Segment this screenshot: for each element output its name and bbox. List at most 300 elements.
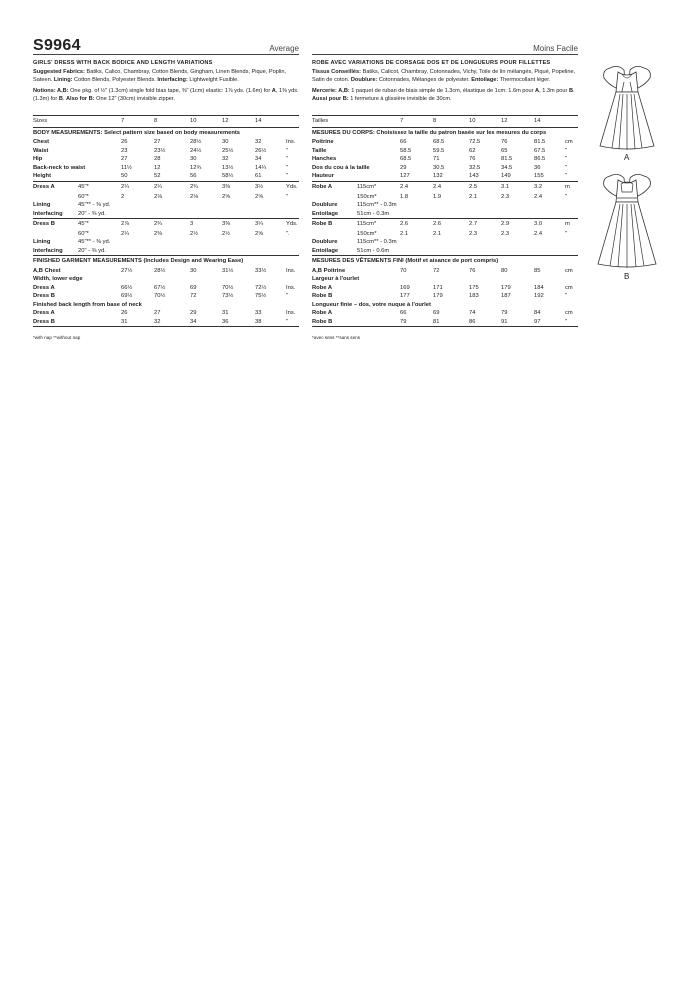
table-cell: 2.7 — [469, 221, 478, 228]
table-cell: 2⅞ — [121, 221, 130, 228]
lining-row — [33, 201, 299, 210]
fabric-width: 150cm* — [357, 230, 377, 237]
unit-cell: " — [286, 164, 289, 171]
table-cell: 52 — [154, 173, 161, 180]
table-cell: 56 — [190, 173, 197, 180]
table-cell: 72 — [190, 293, 197, 300]
size-header: 8 — [154, 118, 158, 124]
table-cell: 68.5 — [433, 139, 445, 146]
unit-cell: m — [565, 221, 570, 228]
unit-cell: " — [286, 318, 289, 325]
table-cell: 32 — [154, 318, 161, 325]
body-measurements-title-row — [312, 127, 578, 139]
dress-a-drawing — [588, 62, 666, 154]
table-cell: 26 — [121, 139, 128, 146]
table-cell: 2¼ — [154, 183, 163, 190]
size-header: 7 — [400, 118, 404, 124]
table-cell: 2⅝ — [255, 230, 264, 237]
unit-cell: " — [565, 164, 568, 171]
row-label: A,B Poitrine — [312, 267, 346, 274]
pattern-number: S9964 — [33, 37, 81, 54]
table-cell: 86.5 — [534, 156, 546, 163]
size-header: 7 — [121, 118, 125, 124]
row-label: Taille — [312, 147, 327, 154]
table-cell: 51cm - 0.3m — [357, 210, 390, 217]
fabric-width: 60"* — [78, 230, 89, 237]
table-cell: 2.4 — [534, 230, 543, 237]
table-cell: 192 — [534, 293, 544, 300]
row-label: Lining — [33, 239, 51, 246]
interfacing-row — [312, 210, 578, 219]
body-measurement-row — [312, 155, 578, 164]
table-cell: 58.5 — [400, 147, 412, 154]
table-cell: 73½ — [222, 293, 234, 300]
finished-chest-row — [33, 267, 299, 276]
table-cell: 30.5 — [433, 164, 445, 171]
table-cell: 179 — [433, 293, 443, 300]
table-cell: 177 — [400, 293, 410, 300]
table-cell: 76 — [501, 139, 508, 146]
table-cell: 12¾ — [190, 164, 202, 171]
unit-cell: " — [286, 173, 289, 180]
length-label-row — [33, 301, 299, 310]
table-cell: 2¾ — [154, 221, 163, 228]
unit-cell: Ins. — [286, 139, 296, 146]
lining-row — [312, 238, 578, 247]
body-measurement-row — [33, 172, 299, 181]
table-cell: 175 — [469, 284, 479, 291]
table-cell: 86 — [469, 318, 476, 325]
table-cell: 2⅛ — [154, 193, 163, 200]
size-header: 10 — [469, 118, 476, 124]
table-cell: 36 — [222, 318, 229, 325]
body-measurement-row — [312, 164, 578, 173]
body-measurements-title-row — [33, 127, 299, 139]
unit-cell: m — [565, 183, 570, 190]
fabric-width: 115cm* — [357, 183, 377, 190]
pattern-title: GIRLS' DRESS WITH BACK BODICE AND LENGTH VARIATIONS — [33, 60, 213, 66]
french-column — [312, 40, 578, 340]
table-cell: 2¼ — [121, 183, 130, 190]
table-cell: 38 — [255, 318, 262, 325]
table-cell: 34 — [190, 318, 197, 325]
table-cell: 31 — [121, 318, 128, 325]
row-label: Robe A — [312, 310, 333, 317]
fabric-width: 60"* — [78, 193, 89, 200]
yardage-row — [33, 230, 299, 239]
table-cell: 23 — [121, 147, 128, 154]
table-cell: 115cm** - 0.3m — [357, 202, 397, 209]
table-cell: 3.1 — [501, 183, 510, 190]
table-cell: 74 — [469, 310, 476, 317]
yardage-row — [312, 181, 578, 193]
unit-cell: Ins. — [286, 284, 296, 291]
table-cell: 75½ — [255, 293, 267, 300]
table-cell: 3⅜ — [222, 221, 231, 228]
finished-measurements-title-row — [312, 255, 578, 267]
notions-paragraph: Notions: A,B: One pkg. of ½" (1.3cm) single fold bias tape, ⅜" (1cm) elastic: 1⅞ yds. (1.6m) for A, 1⅜ yds. (1.3m) for B. Also for B: One 12" (30cm) invisible zipper. — [33, 88, 299, 102]
table-cell: 32 — [222, 156, 229, 163]
unit-cell: cm — [565, 284, 573, 291]
table-cell: 187 — [501, 293, 511, 300]
table-cell: 79 — [501, 310, 508, 317]
yardage-row — [312, 230, 578, 239]
width-row — [312, 292, 578, 301]
body-measurement-row — [312, 138, 578, 147]
row-label: Robe B — [312, 318, 333, 325]
length-label-row — [312, 301, 578, 310]
interfacing-row — [312, 247, 578, 256]
table-bottom-rule — [312, 326, 578, 327]
table-cell: 30 — [190, 267, 197, 274]
unit-cell: " — [286, 156, 289, 163]
unit-cell: Yds. — [286, 183, 298, 190]
dress-b-illustration — [588, 170, 666, 278]
table-cell: 32.5 — [469, 164, 481, 171]
row-label: Lining — [33, 202, 51, 209]
table-cell: 3.0 — [534, 221, 543, 228]
table-cell: 58½ — [222, 173, 234, 180]
table-cell: 2.6 — [400, 221, 409, 228]
table-cell: 81.5 — [534, 139, 546, 146]
body-measurement-row — [33, 147, 299, 156]
unit-cell: " — [286, 193, 289, 200]
table-cell: 91 — [501, 318, 508, 325]
width-row — [33, 284, 299, 293]
section-title: MESURES DU CORPS: Choisissez la taille du patron basée sur les mesures du corps — [312, 129, 547, 136]
size-header: 14 — [255, 118, 262, 124]
row-label: Hip — [33, 156, 43, 163]
unit-cell: Ins. — [286, 267, 296, 274]
unit-cell: " — [286, 147, 289, 154]
table-cell: 72.5 — [469, 139, 481, 146]
lining-row — [312, 201, 578, 210]
section-title: FINISHED GARMENT MEASUREMENTS (Includes Design and Wearing Ease) — [33, 258, 244, 265]
table-cell: 2.4 — [400, 183, 409, 190]
table-cell: 2.4 — [433, 183, 442, 190]
lining-row — [33, 238, 299, 247]
table-cell: 171 — [433, 284, 443, 291]
header-row — [33, 37, 299, 55]
table-cell: 70½ — [222, 284, 234, 291]
row-label: Longueur finie – dos, votre nuque à l'ourlet — [312, 301, 431, 308]
fabrics-paragraph: Suggested Fabrics: Batiks, Calico, Chambray, Cotton Blends, Gingham, Linen Blends, Pique, Poplin, Sateen. Lining: Cotton Blends, Polyester Blends. Interfacing: Lightweight Fusible. — [33, 69, 286, 83]
unit-cell: cm — [565, 139, 573, 146]
row-label: Hauteur — [312, 173, 334, 180]
unit-cell: " — [565, 293, 568, 300]
table-cell: 1.9 — [433, 193, 442, 200]
table-cell: 31½ — [222, 267, 234, 274]
table-cell: 169 — [400, 284, 410, 291]
footnote: *avec sens **sans sens — [312, 335, 361, 341]
table-cell: 45"** - ⅜ yd. — [78, 239, 111, 246]
table-cell: 34.5 — [501, 164, 513, 171]
table-cell: 2.3 — [501, 230, 510, 237]
interfacing-row — [33, 210, 299, 219]
table-cell: 26 — [121, 310, 128, 317]
finished-measurements-title-row — [33, 255, 299, 267]
length-row — [33, 309, 299, 318]
row-label: Poitrine — [312, 139, 334, 146]
table-bottom-rule — [33, 326, 299, 327]
length-row — [312, 309, 578, 318]
row-label: Interfacing — [33, 210, 63, 217]
row-label: Dress B — [33, 221, 55, 228]
table-cell: 33 — [255, 310, 262, 317]
table-cell: 3½ — [255, 183, 264, 190]
table-cell: 66 — [400, 139, 407, 146]
table-cell: 183 — [469, 293, 479, 300]
table-cell: 36 — [534, 164, 541, 171]
unit-cell: " — [286, 293, 289, 300]
table-cell: 34 — [255, 156, 262, 163]
table-cell: 72½ — [255, 284, 267, 291]
width-label-row — [312, 275, 578, 284]
table-cell: 14¼ — [255, 164, 267, 171]
dress-a-illustration — [588, 62, 666, 162]
row-label: Back-neck to waist — [33, 164, 86, 171]
row-label: Dos du cou à la taille — [312, 164, 370, 171]
table-cell: 2¾ — [190, 183, 199, 190]
table-cell: 27 — [121, 156, 128, 163]
section-title: MESURES DES VÊTEMENTS FINI (Motif et aisance de port compris) — [312, 258, 499, 265]
size-header: 12 — [501, 118, 508, 124]
table-cell: 81.5 — [501, 156, 513, 163]
fabrics-paragraph: Tissus Conseillés: Batiks, Calicot, Chambray, Cotonnades, Vichy, Toile de lin mélangés, Piqué, Popeline, Satin de coton. Doublure: Cotonnades, Mélanges de polyester. Entoilage: Thermocollant léger. — [312, 69, 576, 83]
length-row — [33, 318, 299, 327]
measurement-table — [312, 115, 578, 327]
unit-cell: Ins. — [286, 310, 296, 317]
unit-cell: " — [565, 156, 568, 163]
table-cell: 30 — [190, 156, 197, 163]
table-cell: 76 — [469, 267, 476, 274]
table-cell: 2⅝ — [255, 193, 264, 200]
table-cell: 31 — [222, 310, 229, 317]
table-cell: 79 — [400, 318, 407, 325]
table-cell: 76 — [469, 156, 476, 163]
table-cell: 143 — [469, 173, 479, 180]
table-cell: 179 — [501, 284, 511, 291]
table-cell: 2½ — [222, 230, 231, 237]
row-label: Dress A — [33, 284, 55, 291]
table-cell: 29 — [190, 310, 197, 317]
table-cell: 2.1 — [433, 230, 442, 237]
sizes-label: Sizes — [33, 118, 48, 124]
table-cell: 32 — [255, 139, 262, 146]
row-label: Robe B — [312, 293, 333, 300]
table-cell: 2½ — [190, 230, 199, 237]
unit-cell: cm — [565, 310, 573, 317]
row-label: Largeur à l'ourlet — [312, 276, 360, 283]
unit-cell: Yds. — [286, 221, 298, 228]
english-column — [33, 37, 299, 341]
section-title: BODY MEASUREMENTS: Select pattern size based on body measurements — [33, 129, 241, 136]
table-cell: 59.5 — [433, 147, 445, 154]
row-label: A,B Chest — [33, 267, 61, 274]
table-cell: 97 — [534, 318, 541, 325]
row-label: Doublure — [312, 202, 338, 209]
unit-cell: " — [565, 147, 568, 154]
size-header: 10 — [190, 118, 197, 124]
table-cell: 45"** - ⅜ yd. — [78, 202, 111, 209]
table-cell: 51cm - 0.6m — [357, 247, 390, 254]
table-cell: 69½ — [121, 293, 133, 300]
yardage-row — [33, 193, 299, 202]
table-cell: 2⅝ — [222, 193, 231, 200]
table-cell: 24½ — [190, 147, 202, 154]
dress-a-label: A — [624, 153, 630, 162]
pattern-title: ROBE AVEC VARIATIONS DE CORSAGE DOS ET DE LONGUEURS POUR FILLETTES — [312, 60, 551, 66]
table-cell: 70½ — [154, 293, 166, 300]
table-cell: 2⅜ — [154, 230, 163, 237]
table-cell: 68.5 — [400, 156, 412, 163]
table-cell: 3¼ — [255, 221, 264, 228]
table-cell: 69 — [433, 310, 440, 317]
size-header: 12 — [222, 118, 229, 124]
table-cell: 27 — [154, 310, 161, 317]
table-cell: 25½ — [222, 147, 234, 154]
table-cell: 2.1 — [469, 193, 478, 200]
sizes-label: Tailles — [312, 118, 329, 124]
table-cell: 66½ — [121, 284, 133, 291]
yardage-row — [312, 193, 578, 202]
table-cell: 28½ — [190, 139, 202, 146]
row-label: Chest — [33, 139, 50, 146]
interfacing-row — [33, 247, 299, 256]
unit-cell: ". — [286, 230, 290, 237]
table-cell: 84 — [534, 310, 541, 317]
table-cell: 2¼ — [121, 230, 130, 237]
table-cell: 2 — [121, 193, 125, 200]
width-row — [312, 284, 578, 293]
size-header: 8 — [433, 118, 437, 124]
row-label: Entoilage — [312, 210, 339, 217]
table-cell: 20" - ⅜ yd. — [78, 247, 106, 254]
table-cell: 2.4 — [534, 193, 543, 200]
row-label: Robe A — [312, 284, 333, 291]
difficulty-label: Moins Facile — [533, 44, 578, 53]
table-cell: 28½ — [154, 267, 166, 274]
fabric-width: 115cm* — [357, 221, 377, 228]
table-cell: 132 — [433, 173, 443, 180]
dress-b-label: B — [624, 272, 630, 281]
row-label: Waist — [33, 147, 49, 154]
dress-b-drawing — [588, 170, 666, 270]
table-cell: 80 — [501, 267, 508, 274]
length-row — [312, 318, 578, 327]
table-cell: 69 — [190, 284, 197, 291]
table-cell: 149 — [501, 173, 511, 180]
unit-cell: " — [565, 230, 568, 237]
header-row — [312, 40, 578, 55]
unit-cell: " — [565, 193, 568, 200]
row-label: Hanches — [312, 156, 337, 163]
row-label: Dress A — [33, 183, 55, 190]
table-cell: 62 — [469, 147, 476, 154]
yardage-row — [33, 181, 299, 193]
table-cell: 27 — [154, 139, 161, 146]
unit-cell: " — [565, 318, 568, 325]
row-label: Dress A — [33, 310, 55, 317]
measurement-table — [33, 115, 299, 327]
row-label: Dress B — [33, 318, 55, 325]
width-label-row — [33, 275, 299, 284]
table-cell: 2.6 — [433, 221, 442, 228]
table-cell: 2.1 — [400, 230, 409, 237]
row-label: Width, lower edge — [33, 276, 83, 283]
table-cell: 3⅜ — [222, 183, 231, 190]
sizes-row — [312, 116, 578, 127]
yardage-row — [33, 218, 299, 230]
table-cell: 11½ — [121, 164, 132, 171]
table-cell: 155 — [534, 173, 544, 180]
fabric-width: 45"* — [78, 221, 89, 228]
row-label: Doublure — [312, 239, 338, 246]
fabric-width: 45"* — [78, 183, 89, 190]
table-cell: 29 — [400, 164, 407, 171]
table-cell: 20" - ⅜ yd. — [78, 210, 106, 217]
footnote: *with nap **without nap — [33, 335, 81, 341]
table-cell: 72 — [433, 267, 440, 274]
table-cell: 27½ — [121, 267, 133, 274]
body-measurement-row — [33, 155, 299, 164]
table-cell: 23½ — [154, 147, 166, 154]
table-cell: 2.3 — [501, 193, 510, 200]
table-cell: 66 — [400, 310, 407, 317]
table-cell: 2⅛ — [190, 193, 199, 200]
table-cell: 12 — [154, 164, 161, 171]
row-label: Robe B — [312, 221, 333, 228]
sizes-row — [33, 116, 299, 127]
body-measurement-row — [33, 164, 299, 173]
table-cell: 2.5 — [469, 183, 478, 190]
table-cell: 13½ — [222, 164, 234, 171]
row-label: Finished back length from base of neck — [33, 301, 142, 308]
finished-chest-row — [312, 267, 578, 276]
unit-cell: " — [565, 173, 568, 180]
table-cell: 70 — [400, 267, 407, 274]
difficulty-label: Average — [269, 44, 299, 53]
table-cell: 50 — [121, 173, 128, 180]
table-cell: 71 — [433, 156, 440, 163]
size-header: 14 — [534, 118, 541, 124]
table-cell: 30 — [222, 139, 229, 146]
table-cell: 3 — [190, 221, 194, 228]
row-label: Robe A — [312, 183, 333, 190]
table-cell: 127 — [400, 173, 410, 180]
fabric-width: 150cm* — [357, 193, 377, 200]
table-cell: 3.2 — [534, 183, 543, 190]
table-cell: 184 — [534, 284, 544, 291]
table-cell: 67.5 — [534, 147, 546, 154]
table-cell: 115cm** - 0.3m — [357, 239, 397, 246]
row-label: Entoilage — [312, 247, 339, 254]
table-cell: 28 — [154, 156, 161, 163]
table-cell: 67½ — [154, 284, 166, 291]
row-label: Dress B — [33, 293, 55, 300]
table-cell: 81 — [433, 318, 440, 325]
body-measurement-row — [312, 172, 578, 181]
notions-paragraph: Mercerie: A,B: 1 paquet de ruban de biais simple de 1.3cm, élastique de 1cm: 1.6m pour A, 1.3m pour B. Aussi pour B: 1 fermeture à glissière invisible de 30cm. — [312, 88, 575, 102]
body-measurement-row — [312, 147, 578, 156]
table-cell: 2.9 — [501, 221, 510, 228]
body-measurement-row — [33, 138, 299, 147]
table-cell: 85 — [534, 267, 541, 274]
table-cell: 65 — [501, 147, 508, 154]
row-label: Height — [33, 173, 52, 180]
table-cell: 1.8 — [400, 193, 409, 200]
table-cell: 2.3 — [469, 230, 478, 237]
